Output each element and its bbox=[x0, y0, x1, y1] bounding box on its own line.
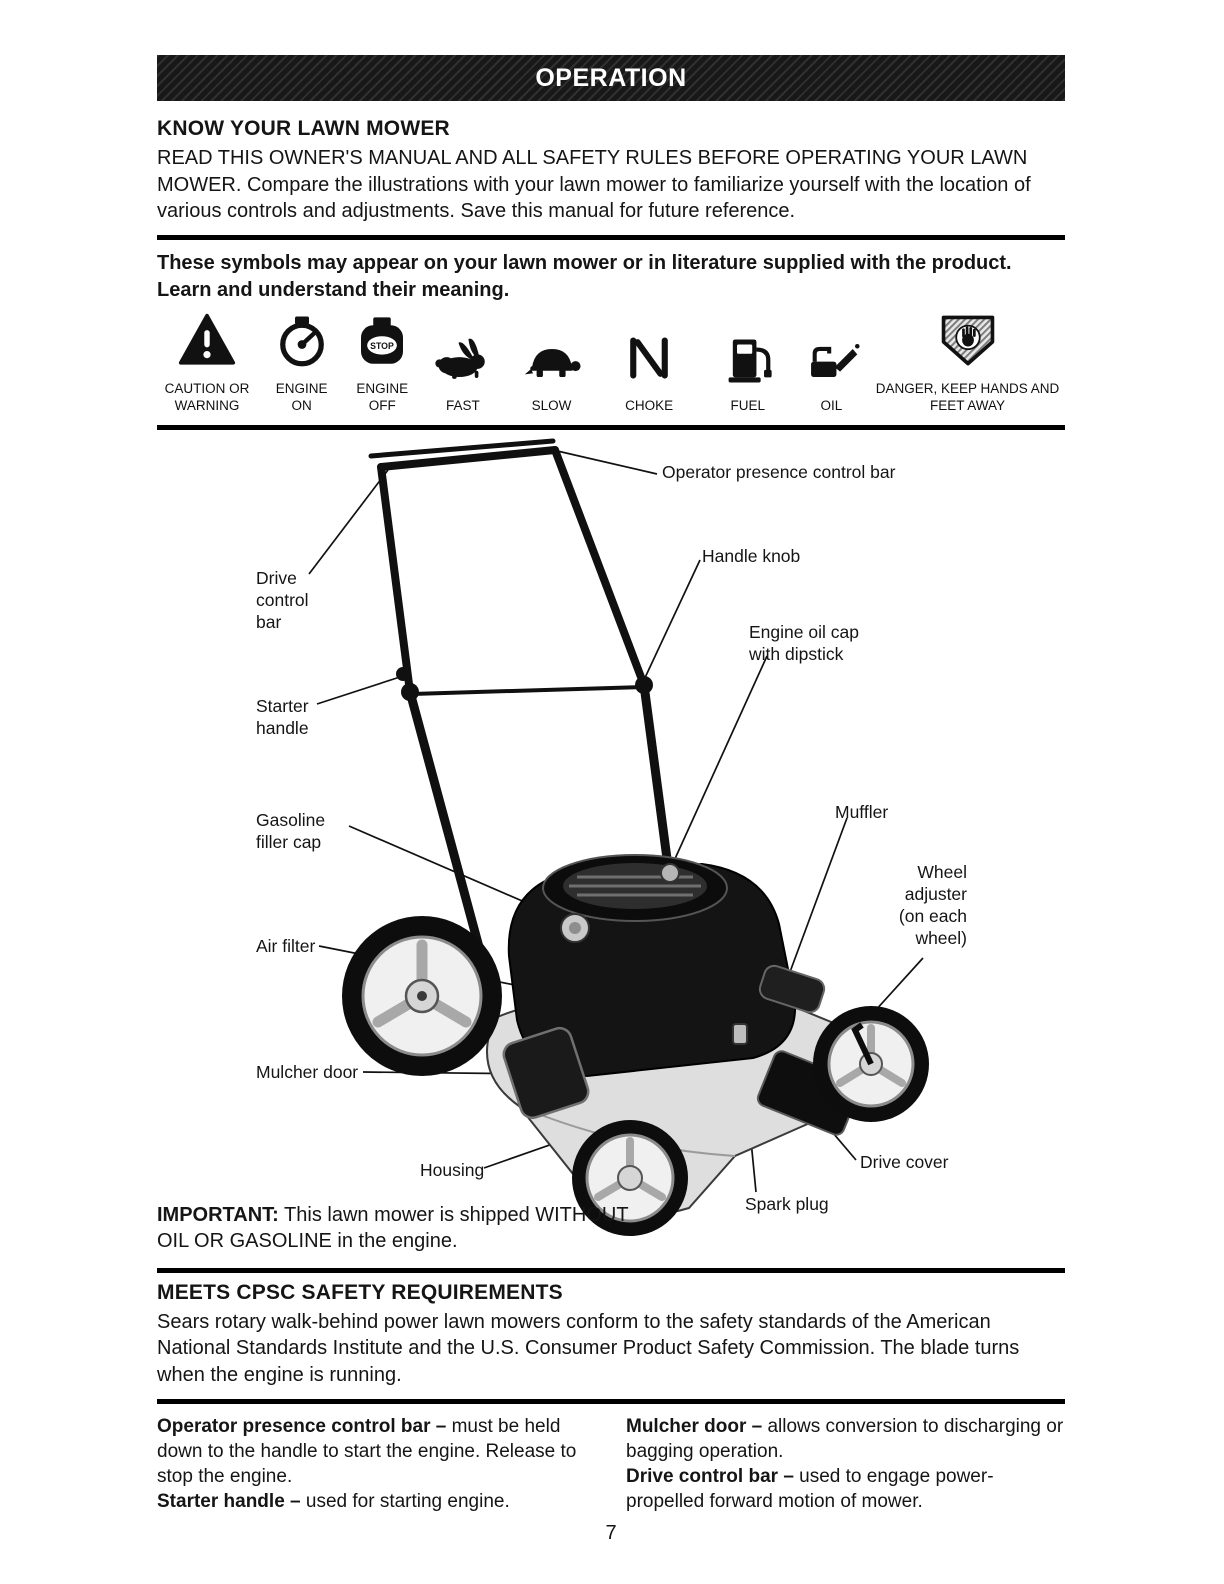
symbol-label: ENGINE OFF bbox=[356, 380, 409, 414]
page-number: 7 bbox=[605, 1521, 617, 1544]
definition-term: Starter handle – bbox=[157, 1490, 301, 1512]
label-wheel-adjuster: Wheel adjuster (on each wheel) bbox=[898, 861, 967, 948]
label-drive-control-bar: Drive control bar bbox=[256, 567, 309, 632]
label-muffler: Muffler bbox=[835, 801, 889, 822]
oil-can-icon bbox=[800, 329, 862, 392]
operation-header-bar bbox=[157, 55, 1065, 101]
know-your-mower-body: READ THIS OWNER'S MANUAL AND ALL SAFETY RULES BEFORE OPERATING YOUR LAWN MOWER. Compare the illustrations with your lawn mower to familiarize yourself with the location of various controls and adjustments. Save this manual for future reference. bbox=[157, 147, 1031, 223]
symbol-label: DANGER, KEEP HANDS AND FEET AWAY bbox=[875, 380, 1060, 414]
cpsc-title: MEETS CPSC SAFETY REQUIREMENTS bbox=[157, 1280, 563, 1304]
label-housing: Housing bbox=[420, 1159, 485, 1180]
definition-item bbox=[626, 1414, 1065, 1464]
symbol-keep-away bbox=[870, 312, 1065, 415]
right-wheel bbox=[813, 1006, 929, 1122]
symbol-label: CHOKE bbox=[625, 398, 674, 414]
definition-text: used to engage power-propelled forward motion of mower. bbox=[626, 1465, 994, 1512]
symbol-label: SLOW bbox=[531, 398, 572, 414]
symbol-label: ENGINE ON bbox=[275, 380, 328, 414]
definition-item bbox=[626, 1464, 1065, 1514]
symbol-fast bbox=[427, 312, 499, 415]
label-operator-presence-control-bar: Operator presence control bar bbox=[662, 461, 896, 482]
mower-diagram bbox=[157, 436, 1065, 1236]
oil-cap-part bbox=[661, 864, 679, 882]
definitions-left-column bbox=[157, 1414, 596, 1514]
warning-triangle-icon bbox=[178, 312, 236, 375]
definition-text: used for starting engine. bbox=[300, 1490, 510, 1512]
engine-on-icon bbox=[274, 312, 330, 375]
symbol-slow bbox=[508, 312, 596, 415]
symbol-label: OIL bbox=[820, 398, 843, 414]
symbol-choke bbox=[604, 312, 694, 415]
symbol-label: FUEL bbox=[730, 398, 765, 414]
definition-text: must be held down to the handle to start the engine. Release to stop the engine. bbox=[157, 1415, 577, 1487]
divider bbox=[157, 1399, 1065, 1404]
definition-text: allows conversion to discharging or bagging operation. bbox=[626, 1415, 1064, 1462]
label-handle-knob: Handle knob bbox=[702, 545, 801, 566]
important-text: This lawn mower is shipped WITHOUT OIL OR GASOLINE in the engine. bbox=[157, 1203, 629, 1252]
label-air-filter: Air filter bbox=[256, 935, 316, 956]
symbol-engine-off bbox=[346, 312, 418, 415]
fuel-pump-icon bbox=[721, 329, 775, 392]
choke-icon bbox=[621, 329, 677, 392]
cpsc-body: Sears rotary walk-behind power lawn mowers conform to the safety standards of the American National Standards Institute and the U.S. Consumer Product Safety Commission. The blade turns when the engine is running. bbox=[157, 1310, 1020, 1387]
definition-item bbox=[157, 1489, 596, 1514]
turtle-icon bbox=[521, 329, 583, 392]
definition-term: Drive control bar – bbox=[626, 1465, 794, 1487]
important-note bbox=[157, 1202, 657, 1254]
starter-handle-part bbox=[396, 667, 410, 681]
label-starter-handle: Starter handle bbox=[256, 695, 309, 738]
handle-knob-left bbox=[401, 683, 419, 701]
definition-item bbox=[157, 1414, 596, 1489]
symbol-oil bbox=[801, 312, 861, 415]
definitions-columns bbox=[157, 1414, 1065, 1514]
manual-page bbox=[157, 55, 1065, 1545]
important-lead: IMPORTANT: bbox=[157, 1203, 279, 1226]
label-gasoline-filler-cap: Gasoline filler cap bbox=[256, 809, 326, 852]
symbol-caution bbox=[157, 312, 257, 415]
symbol-fuel bbox=[703, 312, 793, 415]
symbol-engine-on bbox=[266, 312, 338, 415]
definitions-right-column bbox=[626, 1414, 1065, 1514]
symbol-row bbox=[157, 312, 1065, 415]
definition-term: Mulcher door – bbox=[626, 1415, 763, 1437]
know-your-mower-title: KNOW YOUR LAWN MOWER bbox=[157, 117, 450, 140]
keep-away-icon bbox=[935, 312, 1001, 375]
label-engine-oil-cap: Engine oil cap with dipstick bbox=[749, 621, 859, 664]
label-drive-cover: Drive cover bbox=[860, 1151, 949, 1172]
definition-term: Operator presence control bar – bbox=[157, 1415, 447, 1437]
divider bbox=[157, 235, 1065, 240]
symbols-intro: These symbols may appear on your lawn mower or in literature supplied with the product. Learn and understand their meaning. bbox=[157, 251, 1012, 301]
engine-off-icon bbox=[354, 312, 410, 375]
divider bbox=[157, 1268, 1065, 1273]
label-mulcher-door: Mulcher door bbox=[256, 1061, 359, 1082]
operation-header-title: OPERATION bbox=[535, 63, 687, 92]
label-spark-plug: Spark plug bbox=[745, 1193, 829, 1214]
stop-text: STOP bbox=[370, 340, 395, 351]
handle-knob-right bbox=[635, 676, 653, 694]
divider bbox=[157, 425, 1065, 430]
rabbit-icon bbox=[433, 329, 493, 392]
symbol-label: CAUTION OR WARNING bbox=[164, 380, 250, 414]
rear-left-wheel bbox=[342, 916, 502, 1076]
symbol-label: FAST bbox=[445, 398, 480, 414]
spark-plug-part bbox=[733, 1024, 747, 1044]
